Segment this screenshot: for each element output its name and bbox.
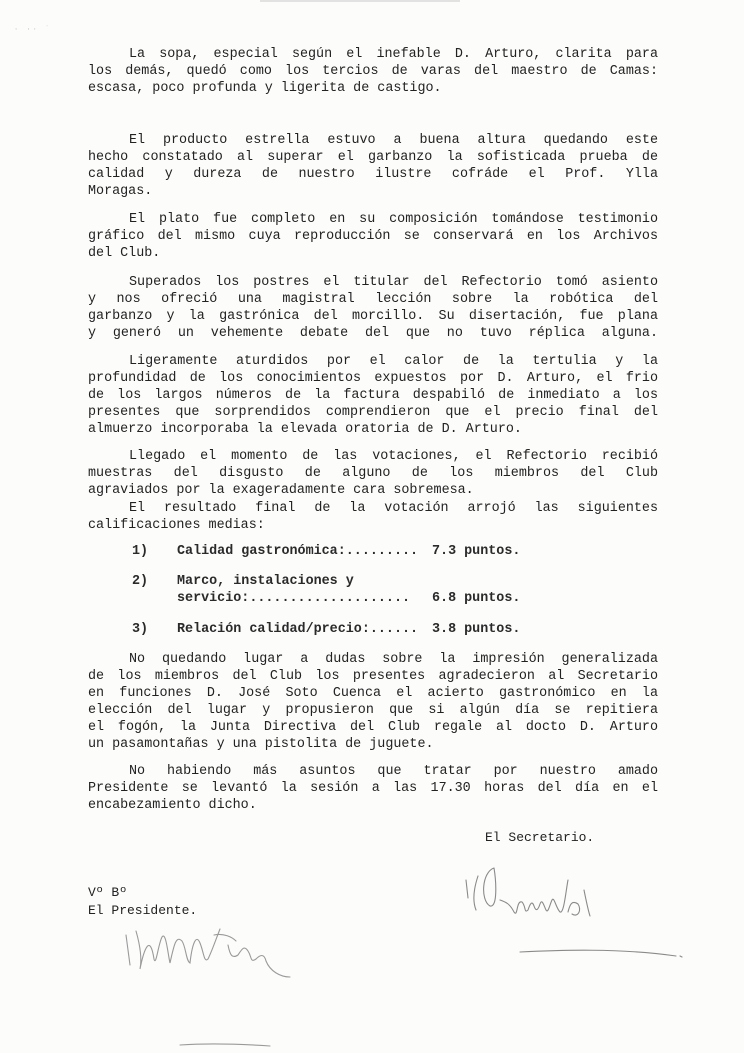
paragraph-line: escasa, poco profunda y ligerita de castigo. — [88, 81, 442, 96]
scan-edge-mark — [260, 0, 460, 2]
approval-label: Vº Bº — [88, 885, 128, 900]
rating-score: 6.8 puntos. — [432, 591, 521, 606]
paragraph-votes — [88, 448, 658, 499]
paragraph-line: La sopa, especial según el inefable D. Arturo, clarita para — [129, 47, 658, 62]
paragraph-line: calidad y dureza de nuestro ilustre cofráde el Prof. Ylla — [88, 167, 658, 182]
rating-label: Marco, instalaciones y — [177, 574, 354, 589]
paragraph-line: hecho constatado al superar el garbanzo la sofisticada prueba de — [88, 150, 658, 165]
paragraph-line: Superados los postres el titular del Refectorio tomó asiento — [129, 275, 658, 290]
paragraph-line: Moragas. — [88, 184, 153, 199]
rating-number: 2) — [132, 574, 149, 589]
scan-specks: · ·· ˙ — [14, 26, 52, 34]
paragraph-line: Ligeramente aturdidos por el calor de la tertulia y la — [129, 354, 658, 369]
paragraph-line: de los miembros del Club los presentes agradecieron al Secretario — [88, 669, 658, 684]
paragraph-line: en funciones D. José Soto Cuenca el acierto gastronómico en la — [88, 686, 658, 701]
paragraph-line: gráfico del mismo cuya reproducción se conservará en los Archivos — [88, 229, 658, 244]
paragraph-line: calificaciones medias: — [88, 518, 265, 533]
rating-label: Relación calidad/precio:...... — [177, 622, 419, 637]
paragraph-line: El producto estrella estuvo a buena altura quedando este — [129, 133, 658, 148]
secretary-signature — [460, 860, 700, 970]
paragraph-line: profundidad de los conocimientos expuestos por D. Arturo, el frio — [88, 371, 658, 386]
paragraph-results-intro — [88, 500, 658, 534]
president-signature — [120, 915, 360, 1050]
paragraph-line: encabezamiento dicho. — [88, 798, 257, 813]
rating-label: Calidad gastronómica:......... — [177, 544, 419, 559]
paragraph-line: y nos ofreció una magistral lección sobre la robótica del — [88, 292, 658, 307]
paragraph-adjourn — [88, 763, 658, 814]
paragraph-line: los demás, quedó como los tercios de varas del maestro de Camas: — [88, 64, 658, 79]
paragraph-line: almuerzo incorporaba la elevada oratoria de D. Arturo. — [88, 422, 522, 437]
president-label: El Presidente. — [88, 903, 198, 918]
paragraph-lecture — [88, 274, 658, 342]
paragraph-line: Presidente se levantó la sesión a las 17.30 horas del día en el — [88, 781, 658, 796]
paragraph-line: muestras del disgusto de alguno de los miembros del Club — [88, 466, 658, 481]
paragraph-line: El plato fue completo en su composición tomándose testimonio — [129, 212, 658, 227]
paragraph-line: No habiendo más asuntos que tratar por nuestro amado — [129, 764, 658, 779]
paragraph-thanks — [88, 651, 658, 753]
rating-score: 3.8 puntos. — [432, 622, 521, 637]
paragraph-line: presentes que sorprendidos comprendieron que el precio final del — [88, 405, 658, 420]
paragraph-line: de los largos números de la factura despabiló de inmediato a los — [88, 388, 658, 403]
rating-label: servicio:.................... — [177, 591, 411, 606]
rating-score: 7.3 puntos. — [432, 544, 521, 559]
paragraph-line: agraviados por la exageradamente cara sobremesa. — [88, 483, 474, 498]
paragraph-line: un pasamontañas y una pistolita de juguete. — [88, 737, 434, 752]
paragraph-line: garbanzo y la gastrónica del morcillo. Su disertación, fue plana — [88, 309, 658, 324]
rating-number: 3) — [132, 622, 149, 637]
paragraph-soup — [88, 46, 658, 97]
paragraph-plate — [88, 211, 658, 262]
paragraph-line: y generó un vehemente debate del que no tuvo réplica alguna. — [88, 326, 658, 341]
paragraph-invoice — [88, 353, 658, 438]
paragraph-line: elección del lugar y propusieron que si algún día se repitiera — [88, 703, 658, 718]
paragraph-line: El resultado final de la votación arrojó las siguientes — [129, 501, 658, 516]
paragraph-line: del Club. — [88, 246, 161, 261]
paragraph-line: Llegado el momento de las votaciones, el Refectorio recibió — [129, 449, 658, 464]
paragraph-line: el fogón, la Junta Directiva del Club regale al docto D. Arturo — [88, 720, 658, 735]
paragraph-main-product — [88, 132, 658, 200]
secretary-label: El Secretario. — [485, 830, 595, 845]
paragraph-line: No quedando lugar a dudas sobre la impresión generalizada — [129, 652, 658, 667]
rating-number: 1) — [132, 544, 149, 559]
